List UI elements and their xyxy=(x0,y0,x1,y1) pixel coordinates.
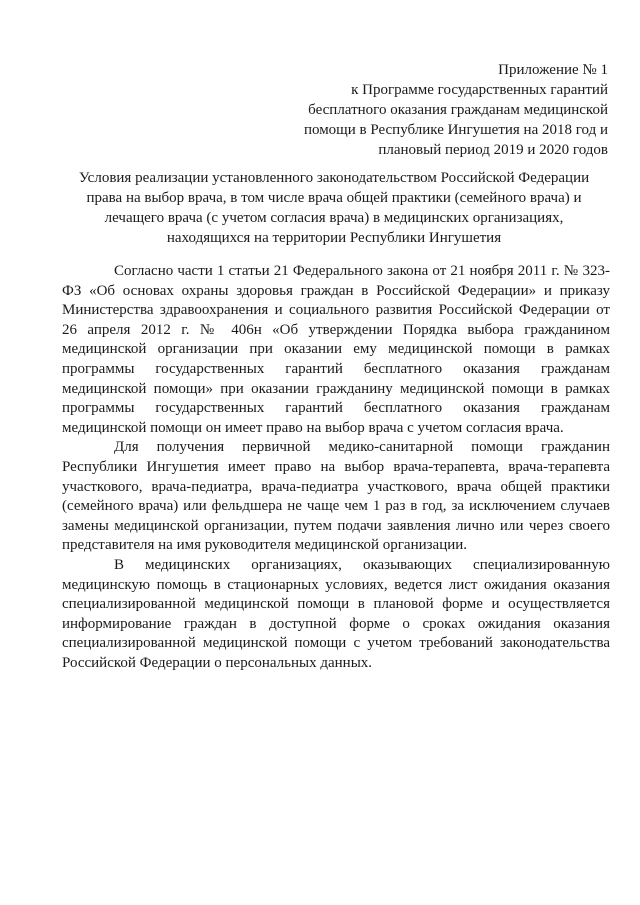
document-body xyxy=(62,262,610,673)
body-paragraph: В медицинских организациях, оказывающих специализированную медицинскую помощь в стационарных условиях, ведется лист ожидания оказания специализированной медицинской помощи в плановой форме и осуществляется информирование граждан в доступной форме о сроках ожидания оказания специализированной медицинской помощи с учетом требований законодательства Российской Федерации о персональных данных. xyxy=(62,556,610,671)
appendix-line: Приложение № 1 xyxy=(498,62,608,78)
appendix-header xyxy=(248,60,608,160)
title-line: права на выбор врача, в том числе врача общей практики (семейного врача) и xyxy=(86,190,582,206)
title-line: находящихся на территории Республики Ингушетия xyxy=(166,230,502,246)
appendix-line: плановый период 2019 и 2020 годов xyxy=(378,142,608,158)
body-paragraph: Для получения первичной медико-санитарной помощи гражданин Республики Ингушетия имеет право на выбор врача-терапевта, врача-терапевта участкового, врача-педиатра, врача-педиатра участкового, врача общей практики (семейного врача) или фельдшера не чаще чем 1 раз в год, за исключением случаев замены медицинской организации, путем подачи заявления лично или через своего представителя на имя руководителя медицинской организации. xyxy=(62,439,610,554)
title-line: Условия реализации установленного законодательством Российской Федерации xyxy=(78,170,590,186)
appendix-line: к Программе государственных гарантий xyxy=(351,82,608,98)
document-title xyxy=(60,168,608,248)
body-paragraph: Согласно части 1 статьи 21 Федерального закона от 21 ноября 2011 г. № 323-ФЗ «Об основах охраны здоровья граждан в Российской Федерации» и приказу Министерства здравоохранения и социального развития Российской Федерации от 26 апреля 2012 г. № 406н «Об утверждении Порядка выбора гражданином медицинской организации при оказании ему медицинской помощи в рамках программы государственных гарантий бесплатного оказания гражданам медицинской помощи» при оказании гражданину медицинской помощи в рамках программы государственных гарантий бесплатного оказания гражданам медицинской помощи он имеет право на выбор врача с учетом согласия врача. xyxy=(62,263,610,436)
appendix-line: бесплатного оказания гражданам медицинской xyxy=(308,102,608,118)
appendix-line: помощи в Республике Ингушетия на 2018 год и xyxy=(303,122,608,138)
title-line: лечащего врача (с учетом согласия врача) в медицинских организациях, xyxy=(104,210,564,226)
